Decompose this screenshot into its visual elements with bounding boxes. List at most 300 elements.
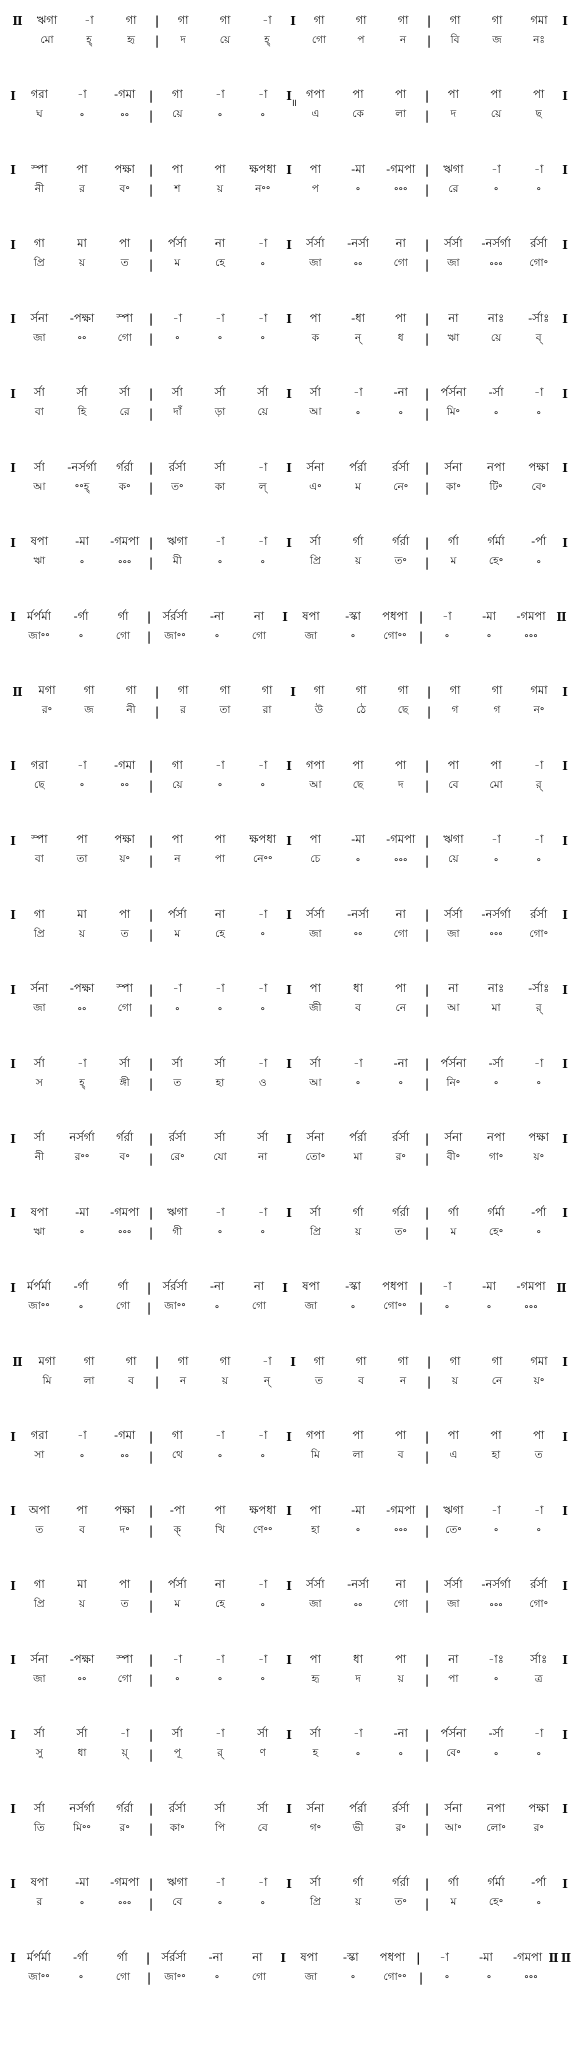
bar-line: | xyxy=(146,1971,152,1985)
swaralipi-line xyxy=(8,383,570,405)
lyric-syllable: য়ে xyxy=(219,33,231,46)
bar-line: | xyxy=(424,1876,430,1891)
note: -গমপা xyxy=(516,1279,546,1293)
note: -গমপা xyxy=(386,1502,416,1517)
bar-line: | xyxy=(426,1355,432,1369)
lyric-syllable: ॰ xyxy=(493,1748,499,1761)
lyric-syllable: র॰ xyxy=(395,1821,406,1834)
lyric-syllable: ॰ xyxy=(355,1078,361,1090)
lyrics-line xyxy=(8,703,570,721)
lyric-syllable: ॰ xyxy=(260,1897,265,1910)
note: -মা xyxy=(75,1204,89,1219)
lyric-syllable: বী॰ xyxy=(446,1151,461,1163)
note: -গমা xyxy=(113,1428,136,1442)
bar-line: I xyxy=(10,535,16,550)
note: -র্সাঃ xyxy=(528,310,550,325)
swaralipi-line xyxy=(8,1351,570,1373)
lyrics-line xyxy=(8,554,570,572)
lyric-syllable: পূ xyxy=(173,1747,181,1759)
lyric-syllable: জা xyxy=(447,257,460,269)
bar-line: | xyxy=(148,1206,154,1220)
swaralipi-line xyxy=(8,1277,570,1299)
lyric-syllable: য় xyxy=(354,1225,362,1238)
lyrics-line xyxy=(8,628,570,646)
lyric-syllable: ॰ xyxy=(217,1227,223,1239)
bar-line: I xyxy=(10,1057,16,1071)
bar-line: I xyxy=(290,1355,296,1369)
bar-line: | xyxy=(424,1653,430,1667)
notation-row xyxy=(8,904,570,944)
lyric-syllable: র॰ xyxy=(395,1151,406,1163)
lyric-syllable: হে॰ xyxy=(488,555,504,567)
note: গা xyxy=(449,1353,461,1368)
note: গা xyxy=(33,906,45,921)
note: র্গর্রা xyxy=(116,459,134,474)
lyric-syllable: ॰॰॰ xyxy=(489,929,503,941)
bar-line: | xyxy=(424,1822,430,1836)
note: র্সা xyxy=(214,1800,226,1815)
bar-line: | xyxy=(426,684,432,699)
lyric-syllable: নে॰ xyxy=(393,480,409,493)
bar-line: | xyxy=(424,108,430,123)
lyric-syllable: ॰॰ xyxy=(77,1674,87,1686)
swaralipi-line xyxy=(8,457,570,479)
note: র্পর্রা xyxy=(349,1130,367,1144)
lyric-syllable: জ xyxy=(492,33,502,46)
bar-line: I xyxy=(562,1802,568,1816)
bar-line: | xyxy=(424,1673,430,1687)
note: গমা xyxy=(530,683,548,697)
note: -গমপা xyxy=(512,1949,543,1964)
notation-row xyxy=(8,1724,570,1764)
lyric-syllable: য় xyxy=(354,1896,362,1908)
bar-line: | xyxy=(424,312,430,326)
notation-row xyxy=(8,1202,570,1242)
note: -না xyxy=(209,608,225,623)
note: নপা xyxy=(487,1130,506,1144)
lyric-syllable: র্ xyxy=(535,1002,542,1014)
lyric-syllable: ॰ xyxy=(260,1227,265,1239)
bar-line: I xyxy=(562,312,568,326)
note: পা xyxy=(214,832,226,846)
note: ষপা xyxy=(30,1875,49,1889)
note: -স্কা xyxy=(342,1949,359,1964)
swaralipi-line xyxy=(8,1426,570,1448)
note: গমা xyxy=(530,12,548,27)
lyric-syllable: জা॰॰ xyxy=(28,1300,50,1312)
bar-line: I xyxy=(286,1802,292,1816)
note: গা xyxy=(125,1353,137,1368)
bar-line: | xyxy=(424,1449,430,1464)
note: পা xyxy=(309,161,321,176)
note: -া xyxy=(257,1055,268,1070)
lyric-syllable: জা॰॰ xyxy=(164,1970,186,1983)
note: র্সা xyxy=(33,1055,45,1070)
note: -র্গা xyxy=(73,1949,89,1964)
note: র্সা xyxy=(257,1726,269,1740)
lyric-syllable: লা xyxy=(83,1374,95,1387)
lyric-syllable: ॰ xyxy=(79,109,85,122)
bar-line: I xyxy=(10,1206,16,1220)
lyric-syllable: সু xyxy=(35,1747,43,1759)
bar-line: II xyxy=(556,610,566,624)
note: গা xyxy=(449,683,461,697)
bar-line: | xyxy=(148,88,154,103)
lyric-syllable: প্রি xyxy=(33,1598,45,1610)
bar-line: | xyxy=(148,1578,154,1593)
lyric-syllable: রে xyxy=(448,182,459,195)
lyric-syllable: লো॰ xyxy=(486,1821,506,1834)
note: পা xyxy=(447,757,459,772)
note: পা xyxy=(490,1428,502,1442)
note: পক্ষা xyxy=(528,1800,549,1815)
lyrics-line xyxy=(8,926,570,944)
bar-line: | xyxy=(424,1524,430,1538)
note: পা xyxy=(395,1428,407,1442)
lyric-syllable: র xyxy=(79,182,85,195)
lyric-syllable: স xyxy=(35,1076,43,1089)
lyric-syllable: য়ে xyxy=(172,108,183,120)
swaralipi-line xyxy=(8,532,570,554)
bar-line: II II xyxy=(548,1951,571,1965)
lyric-syllable: নে xyxy=(395,1002,406,1014)
lyric-syllable: টি॰ xyxy=(489,480,503,493)
lyric-syllable: প্রি xyxy=(309,1896,321,1908)
lyric-syllable: ঘ xyxy=(36,108,43,120)
note: র্গর্রা xyxy=(116,1800,134,1815)
lyric-syllable: দ xyxy=(450,108,457,120)
lyric-syllable: লা xyxy=(352,1449,364,1461)
note: ঋগা xyxy=(167,1875,188,1889)
lyric-syllable: ॰ xyxy=(493,407,499,420)
bar-line: I xyxy=(562,88,568,103)
bar-line: I xyxy=(280,1951,287,1965)
lyric-syllable: য়ে xyxy=(257,406,268,418)
note: র্সর্সা xyxy=(306,906,325,921)
note: -া xyxy=(215,1726,225,1740)
note: র্সনা xyxy=(306,459,325,474)
lyric-syllable: আ xyxy=(447,1002,460,1014)
lyric-syllable: নে xyxy=(491,1374,503,1387)
note: র্সর্সা xyxy=(444,906,463,921)
lyric-syllable: চে xyxy=(310,853,321,865)
bar-line: I xyxy=(562,386,568,401)
lyrics-line xyxy=(8,1075,570,1093)
note: না xyxy=(252,1949,263,1964)
lyric-syllable: এ xyxy=(311,108,320,120)
bar-line: | xyxy=(424,1578,430,1593)
lyric-syllable: ॰ xyxy=(536,1525,541,1537)
lyric-syllable: ত॰ xyxy=(394,555,407,567)
note: -না xyxy=(393,1726,408,1740)
lyric-syllable: হৃ xyxy=(311,1672,320,1685)
lyric-syllable: ত॰ xyxy=(394,1896,407,1908)
notation-row xyxy=(8,532,570,572)
note: নাঃ xyxy=(487,981,505,995)
lyric-syllable: ॰ xyxy=(493,854,499,867)
note: পা xyxy=(76,832,88,846)
lyrics-line xyxy=(8,1001,570,1019)
note: র্রর্সা xyxy=(530,236,548,250)
note: র্গা xyxy=(352,1875,364,1889)
bar-line: | xyxy=(424,88,430,103)
lyric-syllable: ণ xyxy=(259,1747,266,1759)
note: র্সা xyxy=(33,1800,45,1815)
lyric-syllable: বে xyxy=(172,1896,183,1908)
bar-line: | xyxy=(424,1429,430,1444)
lyric-syllable: ॰॰॰ xyxy=(394,1525,408,1537)
lyric-syllable: গী xyxy=(172,1225,183,1238)
lyrics-line xyxy=(8,777,570,795)
note: ঋগা xyxy=(36,12,58,27)
bar-line: I xyxy=(286,1057,292,1071)
note: র্রর্সা xyxy=(530,906,548,921)
bar-line: I xyxy=(562,535,568,550)
bar-line: | xyxy=(418,1300,424,1315)
note: -না xyxy=(393,1055,408,1070)
bar-line: | xyxy=(424,1727,430,1742)
bar-line: | xyxy=(424,257,430,272)
notation-row xyxy=(8,681,570,721)
note: গা xyxy=(177,1353,189,1368)
bar-line: I xyxy=(562,1131,568,1146)
lyric-syllable: ॰ xyxy=(217,1003,223,1016)
lyric-syllable: দ xyxy=(180,33,186,46)
lyric-syllable: ছে xyxy=(352,778,364,791)
bar-line: | xyxy=(148,833,154,848)
bar-line: I xyxy=(10,1802,16,1816)
lyric-syllable: গো xyxy=(251,629,267,642)
note: র্পর্সা xyxy=(167,1577,187,1591)
lyric-syllable: তা xyxy=(219,704,231,716)
lyric-syllable: ব॰ xyxy=(119,1151,130,1163)
lyric-syllable: ॰॰ xyxy=(353,258,363,271)
note: -া xyxy=(257,981,268,995)
lyric-syllable: ॰ xyxy=(260,258,265,271)
bar-line: | xyxy=(148,853,154,868)
bar-line: | xyxy=(148,406,154,421)
lyric-syllable: আ xyxy=(309,406,322,418)
note: -া xyxy=(257,1875,268,1889)
lyric-syllable: ॰ xyxy=(175,1003,180,1016)
note: -গমপা xyxy=(516,608,546,623)
note: -া xyxy=(257,459,268,474)
note: গা xyxy=(171,757,183,772)
lyric-syllable: ॰ xyxy=(79,556,85,569)
lyric-syllable: ক॰ xyxy=(118,480,131,493)
note: গা xyxy=(313,1353,325,1368)
bar-line: | xyxy=(148,1449,154,1464)
note: র্রর্সা xyxy=(168,1800,186,1815)
swaralipi-line xyxy=(8,1500,570,1522)
lyric-syllable: ত॰ xyxy=(394,1225,407,1238)
lyric-syllable: গো xyxy=(117,331,132,344)
swaralipi-line xyxy=(8,1649,570,1671)
bar-line: | xyxy=(148,312,154,326)
note: গা xyxy=(83,683,95,697)
bar-line: II xyxy=(556,1280,566,1295)
lyric-syllable: জা xyxy=(304,629,318,642)
note: গা xyxy=(125,683,137,697)
lyric-syllable: শ xyxy=(174,182,181,195)
lyric-syllable: হে xyxy=(215,257,225,269)
lyric-syllable: হ্ xyxy=(86,33,92,46)
bar-line: I xyxy=(10,1131,16,1146)
note: র্সনা xyxy=(30,981,49,995)
bar-line: | xyxy=(424,982,430,997)
note: র্মর্পর্মা xyxy=(27,1279,51,1293)
bar-line: I xyxy=(10,1578,16,1593)
lyric-syllable: য় xyxy=(78,257,86,269)
lyric-syllable: ॰ xyxy=(260,1450,265,1463)
lyric-syllable: ॰ xyxy=(398,1078,403,1090)
note: র্গর্রা xyxy=(116,1130,134,1144)
lyric-syllable: বি xyxy=(450,33,460,46)
note: গা xyxy=(171,1428,183,1442)
note: র্রর্সা xyxy=(530,1577,548,1591)
lyric-syllable: জা xyxy=(309,927,322,940)
note: স্পা xyxy=(116,1651,133,1666)
bar-line: | xyxy=(424,779,430,793)
bar-line: | xyxy=(424,1747,430,1762)
note: র্সর্সা xyxy=(306,236,325,250)
lyric-syllable: ব xyxy=(128,1374,134,1387)
bar-line: | xyxy=(148,1002,154,1017)
bar-line: I xyxy=(10,461,16,475)
notation-row xyxy=(8,606,570,646)
bar-line: II xyxy=(12,1355,22,1369)
lyrics-line xyxy=(8,405,570,423)
lyric-syllable: ॰ xyxy=(536,1227,541,1239)
lyric-syllable: ॰ xyxy=(486,1301,492,1314)
note: -নর্সা xyxy=(347,906,370,921)
lyric-syllable: র॰ xyxy=(119,1821,130,1834)
bar-line: I xyxy=(286,1206,292,1220)
note: -া xyxy=(77,87,87,101)
lyric-syllable: এ॰ xyxy=(309,480,322,493)
lyrics-line xyxy=(8,479,570,497)
bar-line: | xyxy=(148,535,154,550)
note: র্সা xyxy=(33,459,45,474)
note: মগা xyxy=(38,1353,56,1368)
lyric-syllable: গ xyxy=(493,704,501,716)
lyric-syllable: ব xyxy=(355,1002,361,1014)
lyric-syllable: জা॰॰ xyxy=(164,1300,186,1312)
lyric-syllable: ম xyxy=(355,480,361,493)
bar-line: | xyxy=(424,833,430,848)
note: ঋগা xyxy=(167,534,188,548)
note: -স্কা xyxy=(345,1279,361,1293)
lyric-syllable: গো॰ xyxy=(529,1598,549,1610)
note: -া xyxy=(533,1055,544,1070)
bar-line: | xyxy=(424,928,430,942)
lyric-syllable: গো xyxy=(393,1598,408,1610)
note: র্রর্সা xyxy=(392,1800,410,1815)
bar-line: I xyxy=(562,461,568,475)
bar-line: | xyxy=(148,332,154,346)
lyric-syllable: ত xyxy=(120,927,129,940)
lyric-syllable: ॰॰॰ xyxy=(394,854,408,867)
lyric-syllable: গো xyxy=(311,33,327,46)
lyric-syllable: য়ে xyxy=(490,331,502,344)
swaralipi-line xyxy=(8,606,570,628)
lyric-syllable: জা xyxy=(33,1672,46,1685)
bar-line: | xyxy=(424,1226,430,1240)
lyric-syllable: ॰ xyxy=(175,1674,180,1686)
lyric-syllable: মা xyxy=(353,1151,363,1163)
notation-row xyxy=(8,457,570,497)
note: গপা xyxy=(306,87,325,101)
lyric-syllable: ॰ xyxy=(214,1301,220,1314)
note: পক্ষা xyxy=(528,1130,549,1144)
bar-line: | xyxy=(424,555,430,570)
lyric-syllable: নি॰ xyxy=(446,1076,461,1089)
swaralipi-line xyxy=(8,10,570,32)
note: -মা xyxy=(75,534,89,548)
lyric-syllable: গো॰॰ xyxy=(383,1300,407,1312)
note: র্সা xyxy=(214,1130,226,1144)
note: -াঃ xyxy=(488,1651,504,1666)
note: -না xyxy=(393,385,408,399)
bar-line: | xyxy=(424,1131,430,1146)
note: র্সর্সা xyxy=(444,1577,463,1591)
note: র্সা xyxy=(214,385,226,399)
note: নপা xyxy=(487,1800,506,1815)
note: র্পর্সনা xyxy=(440,1726,467,1740)
note: গরা xyxy=(30,87,48,101)
bar-line: | xyxy=(426,14,432,28)
lyric-syllable: প xyxy=(311,182,319,195)
notation-row xyxy=(8,1426,570,1466)
note: -া xyxy=(533,161,544,176)
notation-row xyxy=(8,979,570,1019)
bar-line: | xyxy=(416,1951,421,1965)
lyric-syllable: ॰ xyxy=(260,1003,265,1016)
note: ষপা xyxy=(302,608,320,623)
note: গরা xyxy=(30,1428,48,1442)
bar-line: I xyxy=(282,1280,288,1295)
lyric-syllable: ॰ xyxy=(493,1078,499,1090)
bar-line: | xyxy=(148,779,154,793)
note: র্গর্মা xyxy=(487,534,505,548)
lyric-syllable: ॰ xyxy=(260,333,265,345)
lyric-syllable: হে॰ xyxy=(488,1896,504,1908)
bar-line: I xyxy=(562,759,568,773)
notation-row xyxy=(8,85,570,125)
lyric-syllable: গো xyxy=(117,1672,132,1685)
note: র্সা xyxy=(33,1726,45,1740)
bar-line: I xyxy=(286,1429,292,1444)
lyric-syllable: ঠে xyxy=(356,704,366,716)
note: মা xyxy=(77,906,87,921)
lyric-syllable: ঋা xyxy=(33,555,46,567)
note: -া xyxy=(77,1055,87,1070)
note: -া xyxy=(439,1949,449,1964)
lyric-syllable: প্রি xyxy=(33,257,45,269)
lyric-syllable: ॰ xyxy=(350,631,356,643)
bar-line: I xyxy=(10,1876,16,1891)
lyric-syllable: এ xyxy=(449,1449,458,1461)
note: -া xyxy=(257,757,268,772)
note: -া xyxy=(533,1726,544,1740)
bar-line: | xyxy=(148,1822,154,1836)
note: -া xyxy=(262,1353,272,1368)
lyric-syllable: হে xyxy=(215,927,225,940)
lyric-syllable: য় xyxy=(354,555,362,567)
lyrics-line xyxy=(8,1597,570,1615)
note: -া xyxy=(215,87,225,101)
note: -া xyxy=(257,1204,268,1219)
